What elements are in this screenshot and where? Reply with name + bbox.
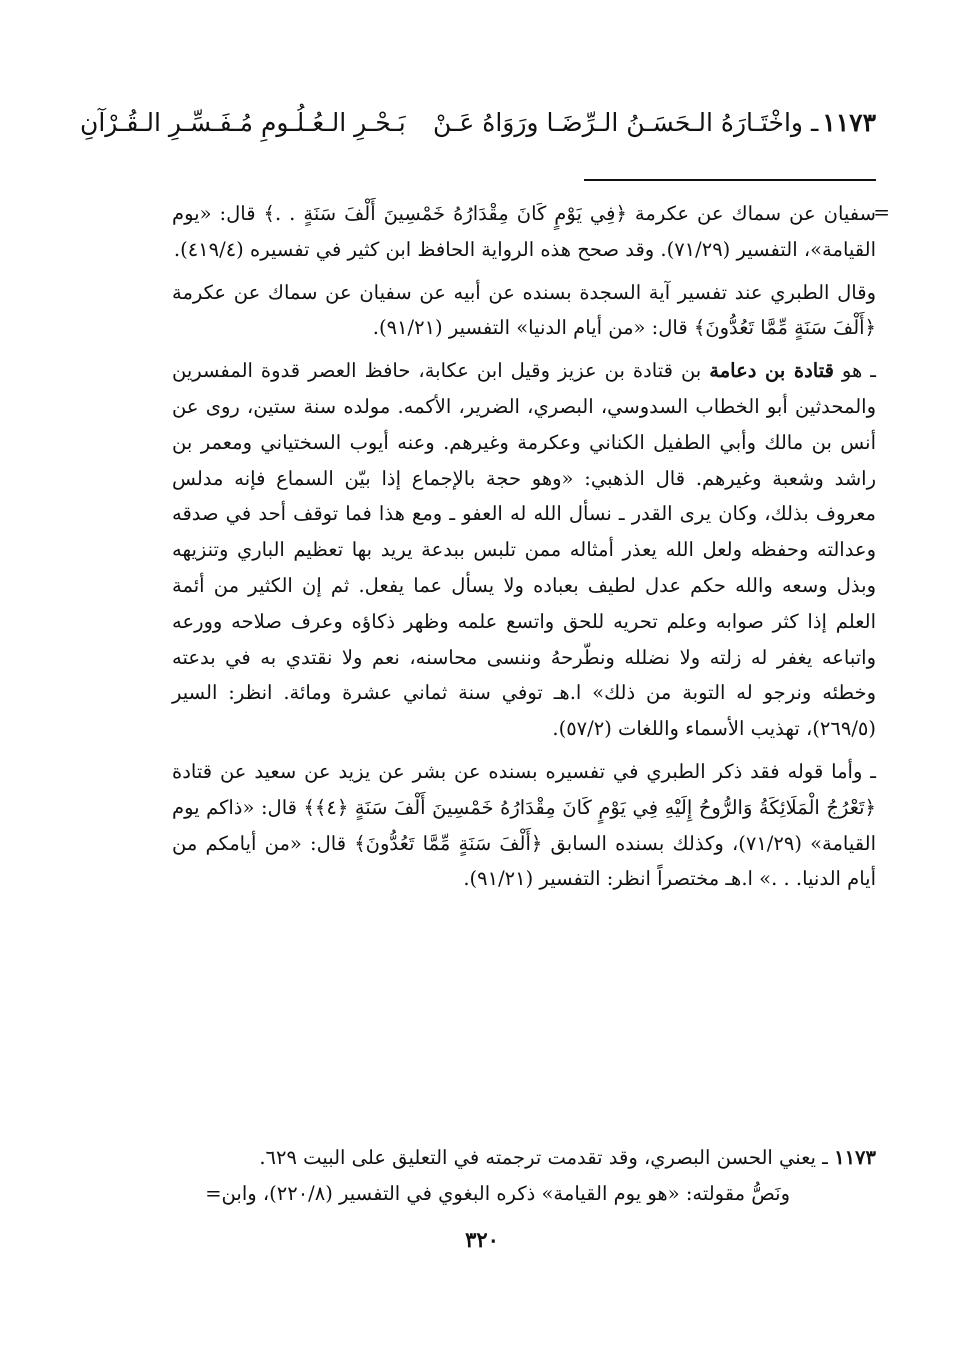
footnote-number: ١١٧٣ [834, 1146, 876, 1169]
verse-second-hemistich: بَـحْـرِ الـعُـلُـومِ مُـفَـسِّـرِ الـقُـرْآنِ [80, 108, 406, 137]
verse-first-hemistich [433, 108, 876, 137]
footnote-line-1: ـ يعني الحسن البصري، وقد تقدمت ترجمته في التعليق على البيت ٦٢٩. [259, 1146, 835, 1169]
footnotes-block [172, 196, 876, 904]
qatada-prefix: ـ هو [833, 359, 877, 383]
note-paragraph: ـ وأما قوله فقد ذكر الطبري في تفسيره بسنده عن بشر عن يزيد عن سعيد عن قتادة ﴿تَعْرُجُ الْمَلَائِكَةُ وَالرُّوحُ إِلَيْهِ فِي يَوْمٍ كَانَ مِقْدَارُهُ خَمْسِينَ أَلْفَ سَنَةٍ ﴿٤﴾﴾ قال: «ذاكم يوم القيامة» (٧١/٢٩)، وكذلك بسنده السابق ﴿أَلْفَ سَنَةٍ مِّمَّا تَعُدُّونَ﴾ قال: «من أيامكم من أيام الدنيا. . .» ا.هـ مختصراً انظر: التفسير (٩١/٢١). [172, 759, 876, 891]
verse-number: ١١٧٣ [822, 108, 876, 137]
note-paragraph: وقال الطبري عند تفسير آية السجدة بسنده عن أبيه عن سفيان عن سماك عن عكرمة ﴿أَلْفَ سَنَةٍ مِّمَّا تَعُدُّونَ﴾ قال: «من أيام الدنيا» التفسير (٩١/٢١). [172, 280, 876, 340]
qatada-biography [172, 353, 876, 747]
note-paragraph: سفيان عن سماك عن عكرمة ﴿فِي يَوْمٍ كَانَ مِقْدَارُهُ خَمْسِينَ أَلْفَ سَنَةٍ . .﴾ قال: «يوم القيامة»، التفسير (٧١/٢٩). وقد صحح هذه الرواية الحافظ ابن كثير في تفسيره (٤١٩/٤). [172, 202, 876, 261]
verse-first-half-text: ـ واخْتَـارَهُ الـحَسَـنُ الـرِّضَـا ورَوَاهُ عَـنْ [433, 108, 819, 137]
qatada-body: بن قتادة بن عزيز وقيل ابن عكابة، حافظ العصر قدوة المفسرين والمحدثين أبو الخطاب السدوسي، البصري، الضرير، الأكمه. مولده سنة ستين، روى عن أنس بن مالك وأبي الطفيل الكناني وعكرمة وغيرهم. وعنه أيوب السختياني ومعمر بن راشد وشعبة وغيرهم. قال الذهبي: «وهو حجة بالإجماع إذا بيّن السماع فإنه مدلس معروف بذلك، وكان يرى القدر ـ نسأل الله له العفو ـ ومع هذا فما توقف أحد في صدقه وعدالته وحفظه ولعل الله يعذر أمثاله ممن تلبس ببدعة يريد بها تعظيم الباري وتنزيهه وبذل وسعه والله حكم عدل لطيف بعباده ولا يسأل عما يفعل. ثم إن الكثير من أئمة العلم إذا كثر صوابه وعلم تحريه للحق واتسع علمه وظهر ذكاؤه وعرف صلاحه وورعه واتباعه يغفر له زلته ولا نضلله ونطّرحهُ وننسى محاسنه، نعم ولا نقتدي به في بدعته وخطئه ونرجو له التوبة من ذلك» ا.هـ توفي سنة ثماني عشرة ومائة. انظر: السير (٢٦٩/٥)، تهذيب الأسماء واللغات (٥٧/٢). [172, 359, 876, 741]
footnote-1173 [86, 1140, 876, 1212]
verse-line [80, 108, 876, 152]
footnote-line-2: ونَصُّ مقولته: «هو يوم القيامة» ذكره البغوي في التفسير (٢٢٠/٨)، وابن= [205, 1182, 790, 1205]
footnote-separator [584, 179, 876, 181]
page-number: ٣٢٠ [465, 1227, 499, 1252]
qatada-name: قتادة بن دعامة [709, 359, 834, 383]
continuation-mark: = [873, 200, 890, 224]
